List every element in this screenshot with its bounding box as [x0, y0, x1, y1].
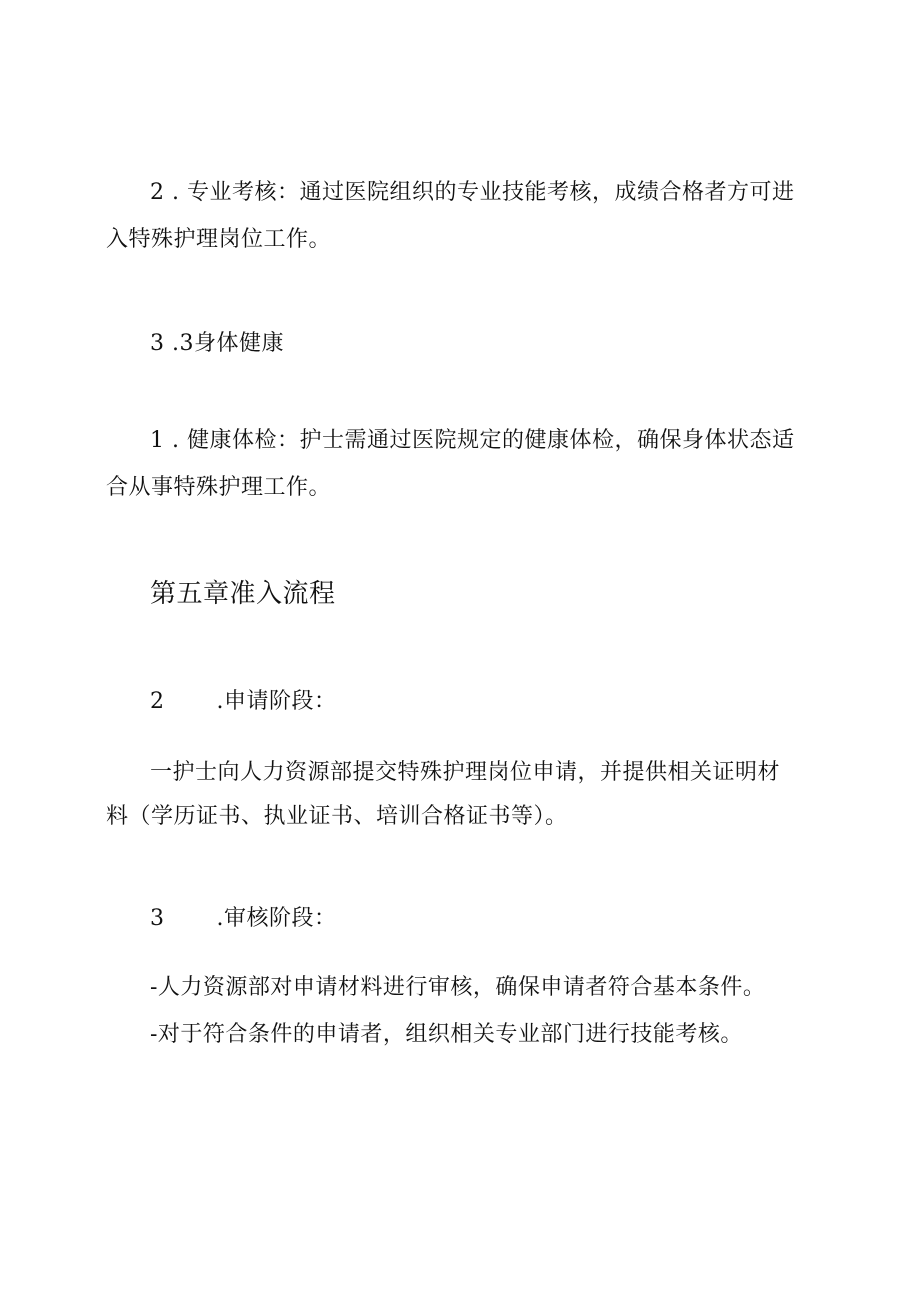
application-detail-line1: 一护士向人力资源部提交特殊护理岗位申请，并提供相关证明材 — [150, 760, 781, 785]
review-item: -人力资源部对申请材料进行审核，确保申请者符合基本条件。 — [150, 975, 766, 1000]
step-application-heading — [150, 686, 870, 718]
application-detail-line2: 料（学历证书、执业证书、培训合格证书等）。 — [106, 804, 568, 829]
step-label: .审核阶段： — [216, 906, 337, 931]
paragraph-health-line2: 合从事特殊护理工作。 — [106, 475, 332, 500]
paragraph-professional-line2: 入特殊护理岗位工作。 — [106, 227, 332, 252]
paragraph-health-line1: 1 . 健康体检：护士需通过医院规定的健康体检，确保身体状态适 — [150, 428, 795, 453]
step-review-heading — [150, 903, 870, 935]
paragraph-professional-line1: 2 . 专业考核：通过医院组织的专业技能考核，成绩合格者方可进 — [150, 180, 795, 205]
step-number: 2 — [150, 689, 165, 714]
step-label: .申请阶段： — [216, 689, 337, 714]
chapter-title: 第五章准入流程 — [150, 579, 336, 609]
subsection-heading-physical-health: 3 .3身体健康 — [150, 331, 284, 356]
step-number: 3 — [150, 906, 165, 931]
review-item: -对于符合条件的申请者，组织相关专业部门进行技能考核。 — [150, 1022, 743, 1047]
